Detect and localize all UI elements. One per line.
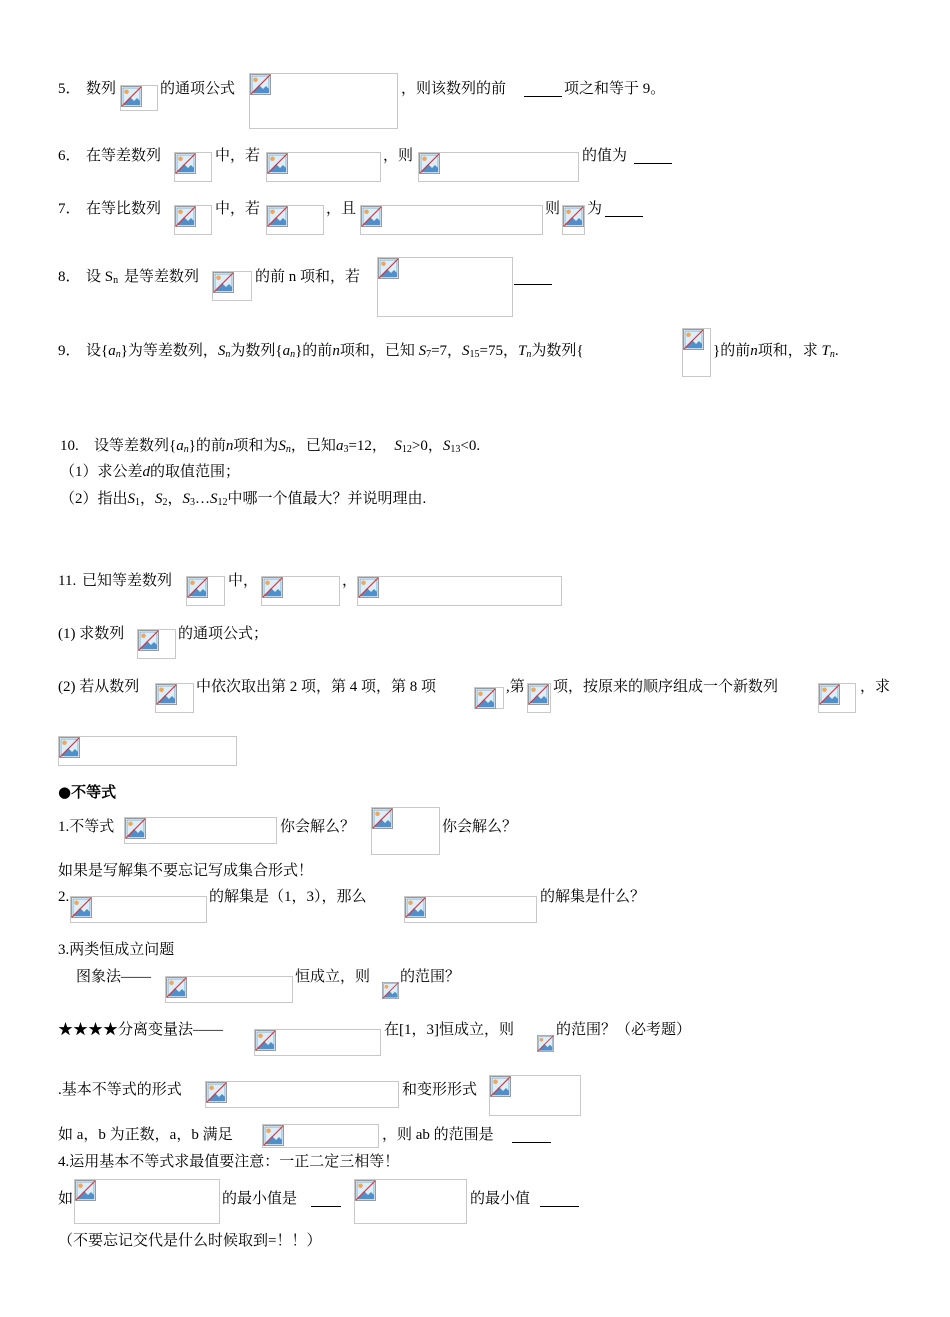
q5-number: 5． — [58, 81, 81, 97]
answer-blank — [524, 82, 562, 97]
q6-text-1: 在等差数列 — [86, 148, 162, 164]
q5-text-2: 的通项公式 — [160, 81, 236, 97]
broken-image-icon — [125, 818, 146, 839]
formula-image — [174, 205, 212, 235]
q10-number: 10. — [60, 438, 79, 454]
basic-ineq-label: .基本不等式的形式 — [58, 1082, 182, 1098]
q5-text-4: 项之和等于 9。 — [564, 81, 666, 97]
q11-part-2-e: ，求 — [860, 679, 891, 695]
broken-image-icon — [166, 977, 187, 998]
q9-text-tail: }的前n项和，求 $T_n$. — [713, 343, 839, 360]
min-value-text-2: 的最小值 — [470, 1191, 531, 1207]
q11-text-2: 中， — [228, 573, 259, 589]
broken-image-icon — [490, 1076, 511, 1097]
broken-image-icon — [419, 153, 440, 174]
q11-part-1: (1) 求数列 — [58, 626, 125, 642]
q5-text-1: 数列 — [86, 81, 117, 97]
min-value-label: 如 — [58, 1191, 74, 1207]
q8-text-3: 的前 n 项和，若 — [255, 269, 361, 285]
formula-image — [155, 683, 194, 713]
basic-ineq-text: 和变形形式 — [402, 1082, 478, 1098]
formula-image — [562, 205, 585, 235]
graph-method-tail: 的范围？ — [400, 969, 461, 985]
ineq-1-text-2: 你会解么？ — [442, 819, 518, 835]
q7-text-5: 为 — [587, 201, 603, 217]
broken-image-icon — [138, 630, 159, 651]
q5-text-3: ，则该数列的前 — [401, 81, 507, 97]
broken-image-icon — [156, 684, 177, 705]
broken-image-icon — [819, 684, 840, 705]
broken-image-icon — [683, 329, 704, 350]
formula-image — [261, 576, 340, 606]
q11-part-2-b: 中依次取出第 2 项，第 4 项，第 8 项 — [196, 679, 437, 695]
ineq-1-label: 1.不等式 — [58, 819, 115, 835]
broken-image-icon — [537, 1035, 554, 1052]
broken-image-icon — [262, 577, 283, 598]
equality-note: （不要忘记交代是什么时候取到=！！） — [58, 1233, 322, 1249]
example-text-2: ，则 ab 的范围是 — [382, 1127, 494, 1143]
broken-image-icon — [358, 577, 379, 598]
broken-image-icon — [405, 897, 426, 918]
q9-number: 9． — [58, 343, 81, 359]
separation-method-label: ★★★★分离变量法—— — [58, 1022, 224, 1038]
q7-text-1: 在等比数列 — [86, 201, 162, 217]
example-text: 如 a，b 为正数，a，b 满足 — [58, 1127, 233, 1143]
formula-image — [266, 205, 324, 235]
formula-image — [205, 1081, 399, 1108]
formula-image — [527, 683, 551, 713]
separation-method-text: 在[1，3]恒成立，则 — [384, 1022, 514, 1038]
broken-image-icon — [255, 1030, 276, 1051]
answer-blank — [311, 1192, 341, 1207]
answer-blank — [605, 202, 643, 217]
q10-text: 设等差数列$\{a_n\}$的前n项和为$S_n$，已知$a_3=12$， $S_{12}>0$，$S_{13}<0$. — [94, 438, 481, 455]
ineq-1-text: 你会解么？ — [280, 819, 356, 835]
broken-image-icon — [361, 206, 382, 227]
q8-number: 8． — [58, 269, 81, 285]
q10-part-2: （2）指出$S_1$，$S_2$，$S_3\dots S_{12}$中哪一个值最大？并说明理由. — [60, 491, 427, 508]
formula-image — [58, 736, 237, 766]
broken-image-icon — [382, 982, 399, 999]
formula-image — [137, 629, 176, 659]
formula-image — [357, 576, 562, 606]
formula-image — [212, 271, 252, 301]
broken-image-icon — [528, 684, 549, 705]
broken-image-icon — [372, 808, 393, 829]
answer-blank — [540, 1192, 579, 1207]
formula-image — [266, 152, 381, 182]
q8-text-1: 设 $S_n$ — [86, 269, 119, 286]
formula-image — [404, 896, 537, 923]
broken-image-icon — [187, 577, 208, 598]
q7-text-3: ，且 — [326, 201, 357, 217]
broken-image-icon — [121, 86, 142, 107]
formula-image — [474, 687, 504, 709]
broken-image-icon — [263, 1125, 284, 1146]
q11-part-1-tail: 的通项公式； — [178, 626, 269, 642]
q6-text-3: ，则 — [383, 148, 414, 164]
formula-image — [165, 976, 293, 1003]
ineq-2-text: 的解集是（1，3），那么 — [209, 889, 367, 905]
ineq-3-title: 3.两类恒成立问题 — [58, 942, 175, 958]
formula-image — [360, 205, 543, 235]
q10-part-1: （1）求公差d的取值范围； — [60, 464, 241, 480]
answer-blank — [634, 149, 672, 164]
q11-part-2: (2) 若从数列 — [58, 679, 140, 695]
broken-image-icon — [175, 153, 196, 174]
graph-method-text: 恒成立，则 — [295, 969, 371, 985]
formula-image — [74, 1179, 220, 1224]
q7-text-2: 中，若 — [215, 201, 261, 217]
broken-image-icon — [175, 206, 196, 227]
q8-text-2: 是等差数列 — [124, 269, 200, 285]
formula-image — [174, 152, 212, 182]
min-value-text: 的最小值是 — [222, 1191, 298, 1207]
q11-part-2-c: ,第 — [506, 679, 525, 695]
section-heading: ●不等式 — [58, 783, 117, 801]
q6-number: 6． — [58, 148, 81, 164]
graph-method-label: 图象法—— — [76, 969, 152, 985]
broken-image-icon — [475, 688, 496, 709]
q9-text: 设$\{a_n\}$为等差数列，$S_n$为数列$\{a_n\}$的前n项和，已知 $S_7=7$，$S_{15}=75$，$T_n$为数列{ — [86, 343, 584, 360]
broken-image-icon — [71, 897, 92, 918]
formula-image — [70, 896, 207, 923]
formula-image — [377, 257, 513, 317]
broken-image-icon — [250, 74, 271, 95]
broken-image-icon — [59, 737, 80, 758]
q11-text-1: 已知等差数列 — [82, 573, 173, 589]
q7-number: 7． — [58, 201, 81, 217]
broken-image-icon — [267, 153, 288, 174]
broken-image-icon — [563, 206, 584, 227]
formula-image — [120, 85, 158, 111]
q11-number: 11. — [58, 573, 77, 589]
formula-image — [249, 73, 398, 129]
ineq-2-label: 2. — [58, 889, 70, 905]
broken-image-icon — [75, 1180, 96, 1201]
broken-image-icon — [378, 258, 399, 279]
formula-image — [254, 1029, 381, 1056]
formula-image — [418, 152, 579, 182]
formula-image — [371, 807, 440, 855]
broken-image-icon — [267, 206, 288, 227]
q6-text-2: 中，若 — [215, 148, 261, 164]
q11-text-3: ， — [342, 573, 358, 589]
formula-image — [354, 1179, 467, 1224]
broken-image-icon — [206, 1082, 227, 1103]
answer-blank — [514, 270, 552, 285]
formula-image — [682, 328, 711, 377]
formula-image — [489, 1075, 581, 1116]
formula-image — [818, 683, 856, 713]
formula-image — [186, 576, 225, 606]
answer-blank — [512, 1128, 551, 1143]
broken-image-icon — [355, 1180, 376, 1201]
q11-part-2-d: 项，按原来的顺序组成一个新数列 — [553, 679, 779, 695]
separation-method-tail: 的范围？（必考题） — [556, 1022, 692, 1038]
q7-text-4: 则 — [545, 201, 561, 217]
formula-image — [124, 817, 277, 844]
formula-image — [262, 1124, 379, 1148]
broken-image-icon — [213, 272, 234, 293]
set-form-note: 如果是写解集不要忘记写成集合形式！ — [58, 863, 314, 879]
ineq-4-title: 4.运用基本不等式求最值要注意：一正二定三相等！ — [58, 1154, 400, 1170]
ineq-2-text-2: 的解集是什么？ — [540, 889, 646, 905]
q6-text-4: 的值为 — [582, 148, 628, 164]
